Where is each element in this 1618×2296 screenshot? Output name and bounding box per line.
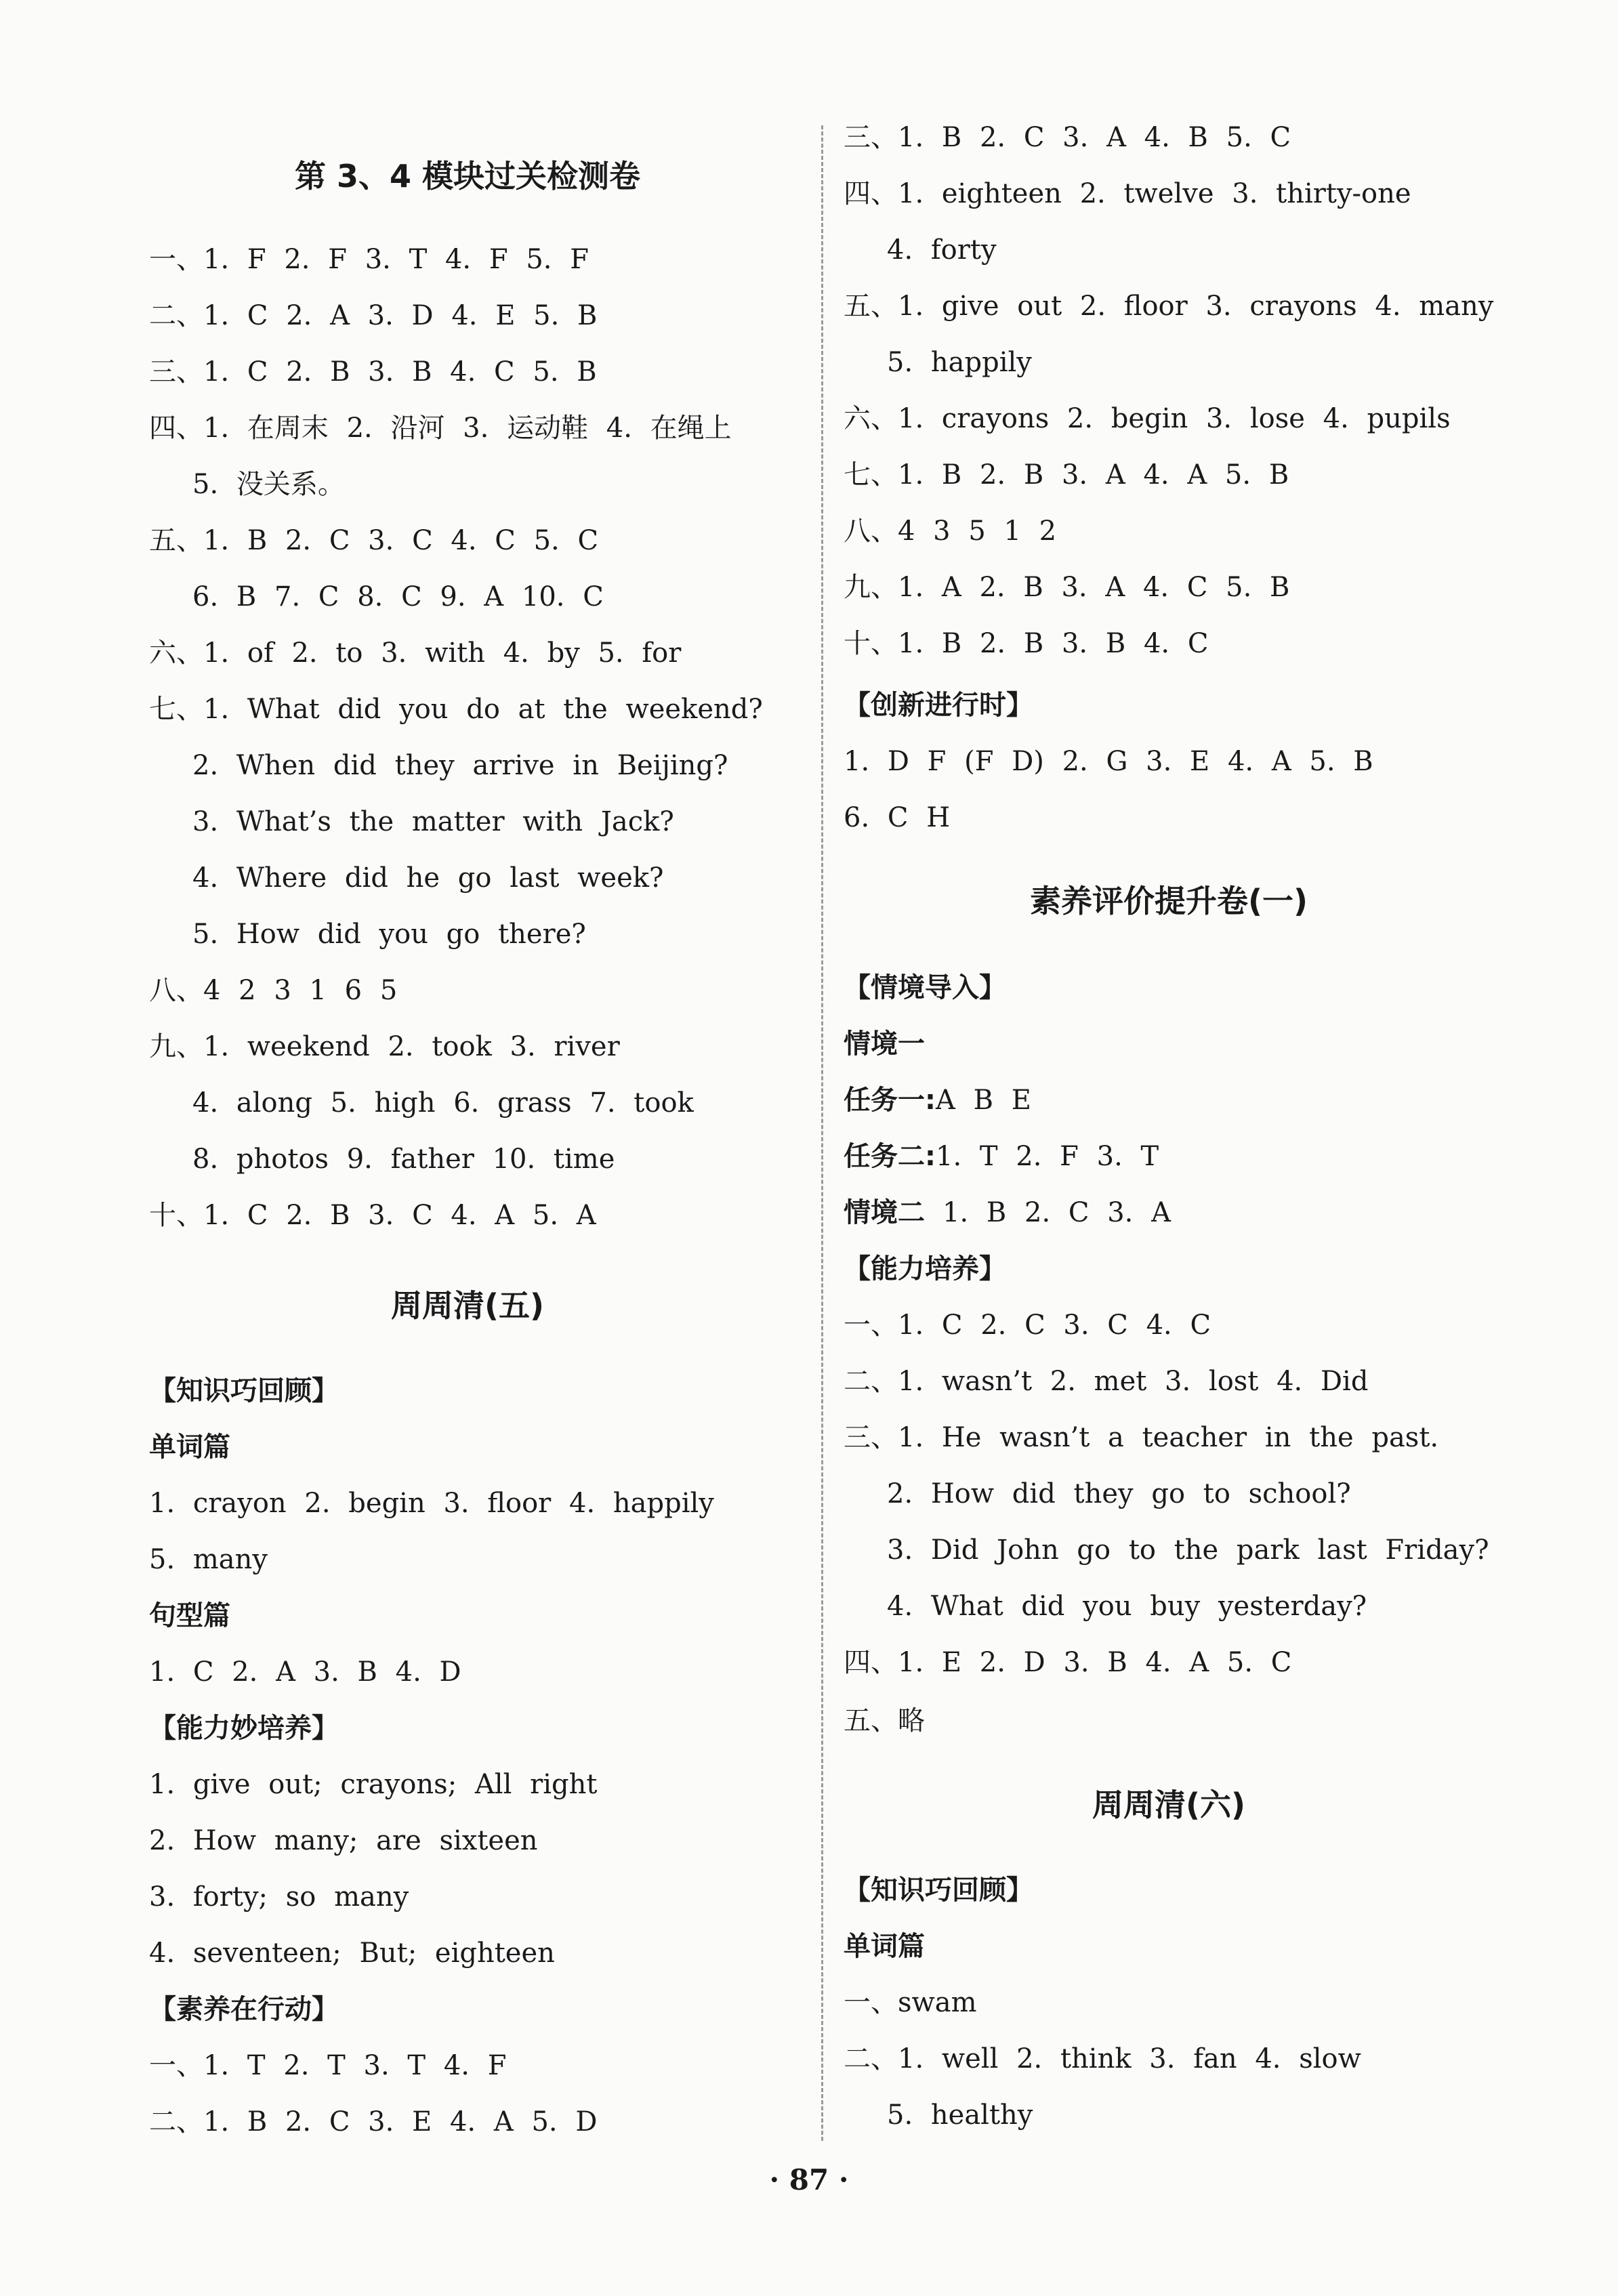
- answer-line: 4. Where did he go last week?: [192, 862, 664, 894]
- answer-line: 1. C 2. A 3. B 4. D: [149, 1656, 461, 1688]
- answer-line: 2. When did they arrive in Beijing?: [192, 750, 728, 781]
- answer-line: [844, 1137, 1159, 1175]
- answer-line: 5. 没关系。: [192, 469, 345, 500]
- section-label: 【情境导入】: [844, 972, 1006, 1003]
- section-label: 单词篇: [844, 1931, 925, 1962]
- answer-line: 一、1. F 2. F 3. T 4. F 5. F: [149, 244, 589, 275]
- answer-line: 4. forty: [887, 234, 997, 266]
- section-title: 第 3、4 模块过关检测卷: [294, 158, 641, 194]
- answer-line: 八、4 3 5 1 2: [844, 516, 1057, 547]
- answer-line: 1. D F (F D) 2. G 3. E 4. A 5. B: [844, 746, 1373, 777]
- section-label: 单词篇: [149, 1432, 230, 1463]
- answer-line: 一、1. C 2. C 3. C 4. C: [844, 1310, 1211, 1341]
- answer-line: 四、1. 在周末 2. 沿河 3. 运动鞋 4. 在绳上: [149, 413, 732, 444]
- answer-line: 六、1. crayons 2. begin 3. lose 4. pupils: [844, 403, 1451, 434]
- answer-line: 十、1. B 2. B 3. B 4. C: [844, 628, 1209, 659]
- section-title: 素养评价提升卷(一): [1029, 883, 1308, 919]
- answer-line: 二、1. B 2. C 3. E 4. A 5. D: [149, 2106, 598, 2137]
- task-label: 任务一:: [844, 1085, 936, 1116]
- answer-line: [844, 1081, 1031, 1119]
- answer-line: 2. How many; are sixteen: [149, 1825, 538, 1856]
- answer-line: 三、1. He wasn’t a teacher in the past.: [844, 1422, 1439, 1453]
- answer-line: 七、1. B 2. B 3. A 4. A 5. B: [844, 459, 1289, 490]
- answer-line: 4. What did you buy yesterday?: [887, 1591, 1367, 1622]
- section-label: 句型篇: [149, 1600, 230, 1631]
- answer-line: 一、1. T 2. T 3. T 4. F: [149, 2050, 507, 2081]
- answer-line: 九、1. A 2. B 3. A 4. C 5. B: [844, 572, 1290, 603]
- answer-line: 五、1. B 2. C 3. C 4. C 5. C: [149, 525, 599, 556]
- answer-line: 七、1. What did you do at the weekend?: [149, 694, 763, 725]
- section-title: 周周清(五): [390, 1287, 545, 1324]
- answer-line: 八、4 2 3 1 6 5: [149, 975, 398, 1006]
- section-label: 【能力妙培养】: [149, 1713, 339, 1744]
- task-answer: A B E: [936, 1085, 1031, 1116]
- answer-line: 四、1. E 2. D 3. B 4. A 5. C: [844, 1647, 1292, 1678]
- answer-line: 3. forty; so many: [149, 1881, 409, 1913]
- section-label: 【创新进行时】: [844, 690, 1033, 721]
- task-label: 任务二:: [844, 1141, 936, 1172]
- answer-line: 5. healthy: [887, 2100, 1033, 2131]
- section-label: 【知识巧回顾】: [844, 1875, 1033, 1906]
- section-label: 情境一: [844, 1028, 925, 1060]
- task-answer: 1. T 2. F 3. T: [936, 1141, 1159, 1172]
- answer-line: [844, 1194, 1171, 1232]
- answer-line: 6. B 7. C 8. C 9. A 10. C: [192, 581, 604, 612]
- answer-line: 五、1. give out 2. floor 3. crayons 4. many: [844, 291, 1494, 322]
- section-label: 【能力培养】: [844, 1253, 1006, 1285]
- section-label: 【知识巧回顾】: [149, 1375, 339, 1406]
- answer-line: 五、略: [844, 1705, 925, 1736]
- context-label: 情境二: [844, 1197, 925, 1228]
- answer-line: 二、1. C 2. A 3. D 4. E 5. B: [149, 300, 598, 331]
- answer-line: 三、1. C 2. B 3. B 4. C 5. B: [149, 356, 597, 388]
- answer-line: 5. many: [149, 1544, 268, 1575]
- answer-line: 六、1. of 2. to 3. with 4. by 5. for: [149, 638, 682, 669]
- answer-line: 5. happily: [887, 347, 1032, 378]
- column-divider: [821, 125, 823, 2141]
- answer-line: 1. give out; crayons; All right: [149, 1769, 598, 1800]
- answer-line: 5. How did you go there?: [192, 919, 586, 950]
- page-number: · 87 ·: [769, 2163, 849, 2196]
- section-title: 周周清(六): [1092, 1787, 1246, 1823]
- answer-line: 3. Did John go to the park last Friday?: [887, 1535, 1489, 1566]
- answer-line: 1. crayon 2. begin 3. floor 4. happily: [149, 1488, 714, 1519]
- section-label: 【素养在行动】: [149, 1994, 339, 2025]
- answer-line: 4. along 5. high 6. grass 7. took: [192, 1087, 694, 1119]
- answer-line: 二、1. well 2. think 3. fan 4. slow: [844, 2043, 1361, 2074]
- answer-line: 8. photos 9. father 10. time: [192, 1144, 615, 1175]
- answer-line: 2. How did they go to school?: [887, 1478, 1351, 1509]
- answer-line: 4. seventeen; But; eighteen: [149, 1938, 555, 1969]
- answer-line: 十、1. C 2. B 3. C 4. A 5. A: [149, 1200, 596, 1231]
- answer-line: 二、1. wasn’t 2. met 3. lost 4. Did: [844, 1366, 1369, 1397]
- answer-line: 一、swam: [844, 1987, 977, 2018]
- answer-line: 九、1. weekend 2. took 3. river: [149, 1031, 620, 1062]
- answer-line: 三、1. B 2. C 3. A 4. B 5. C: [844, 122, 1291, 153]
- answer-line: 6. C H: [844, 802, 951, 833]
- context-answer: 1. B 2. C 3. A: [942, 1197, 1171, 1228]
- answer-line: 3. What’s the matter with Jack?: [192, 806, 674, 837]
- answer-line: 四、1. eighteen 2. twelve 3. thirty-one: [844, 178, 1411, 209]
